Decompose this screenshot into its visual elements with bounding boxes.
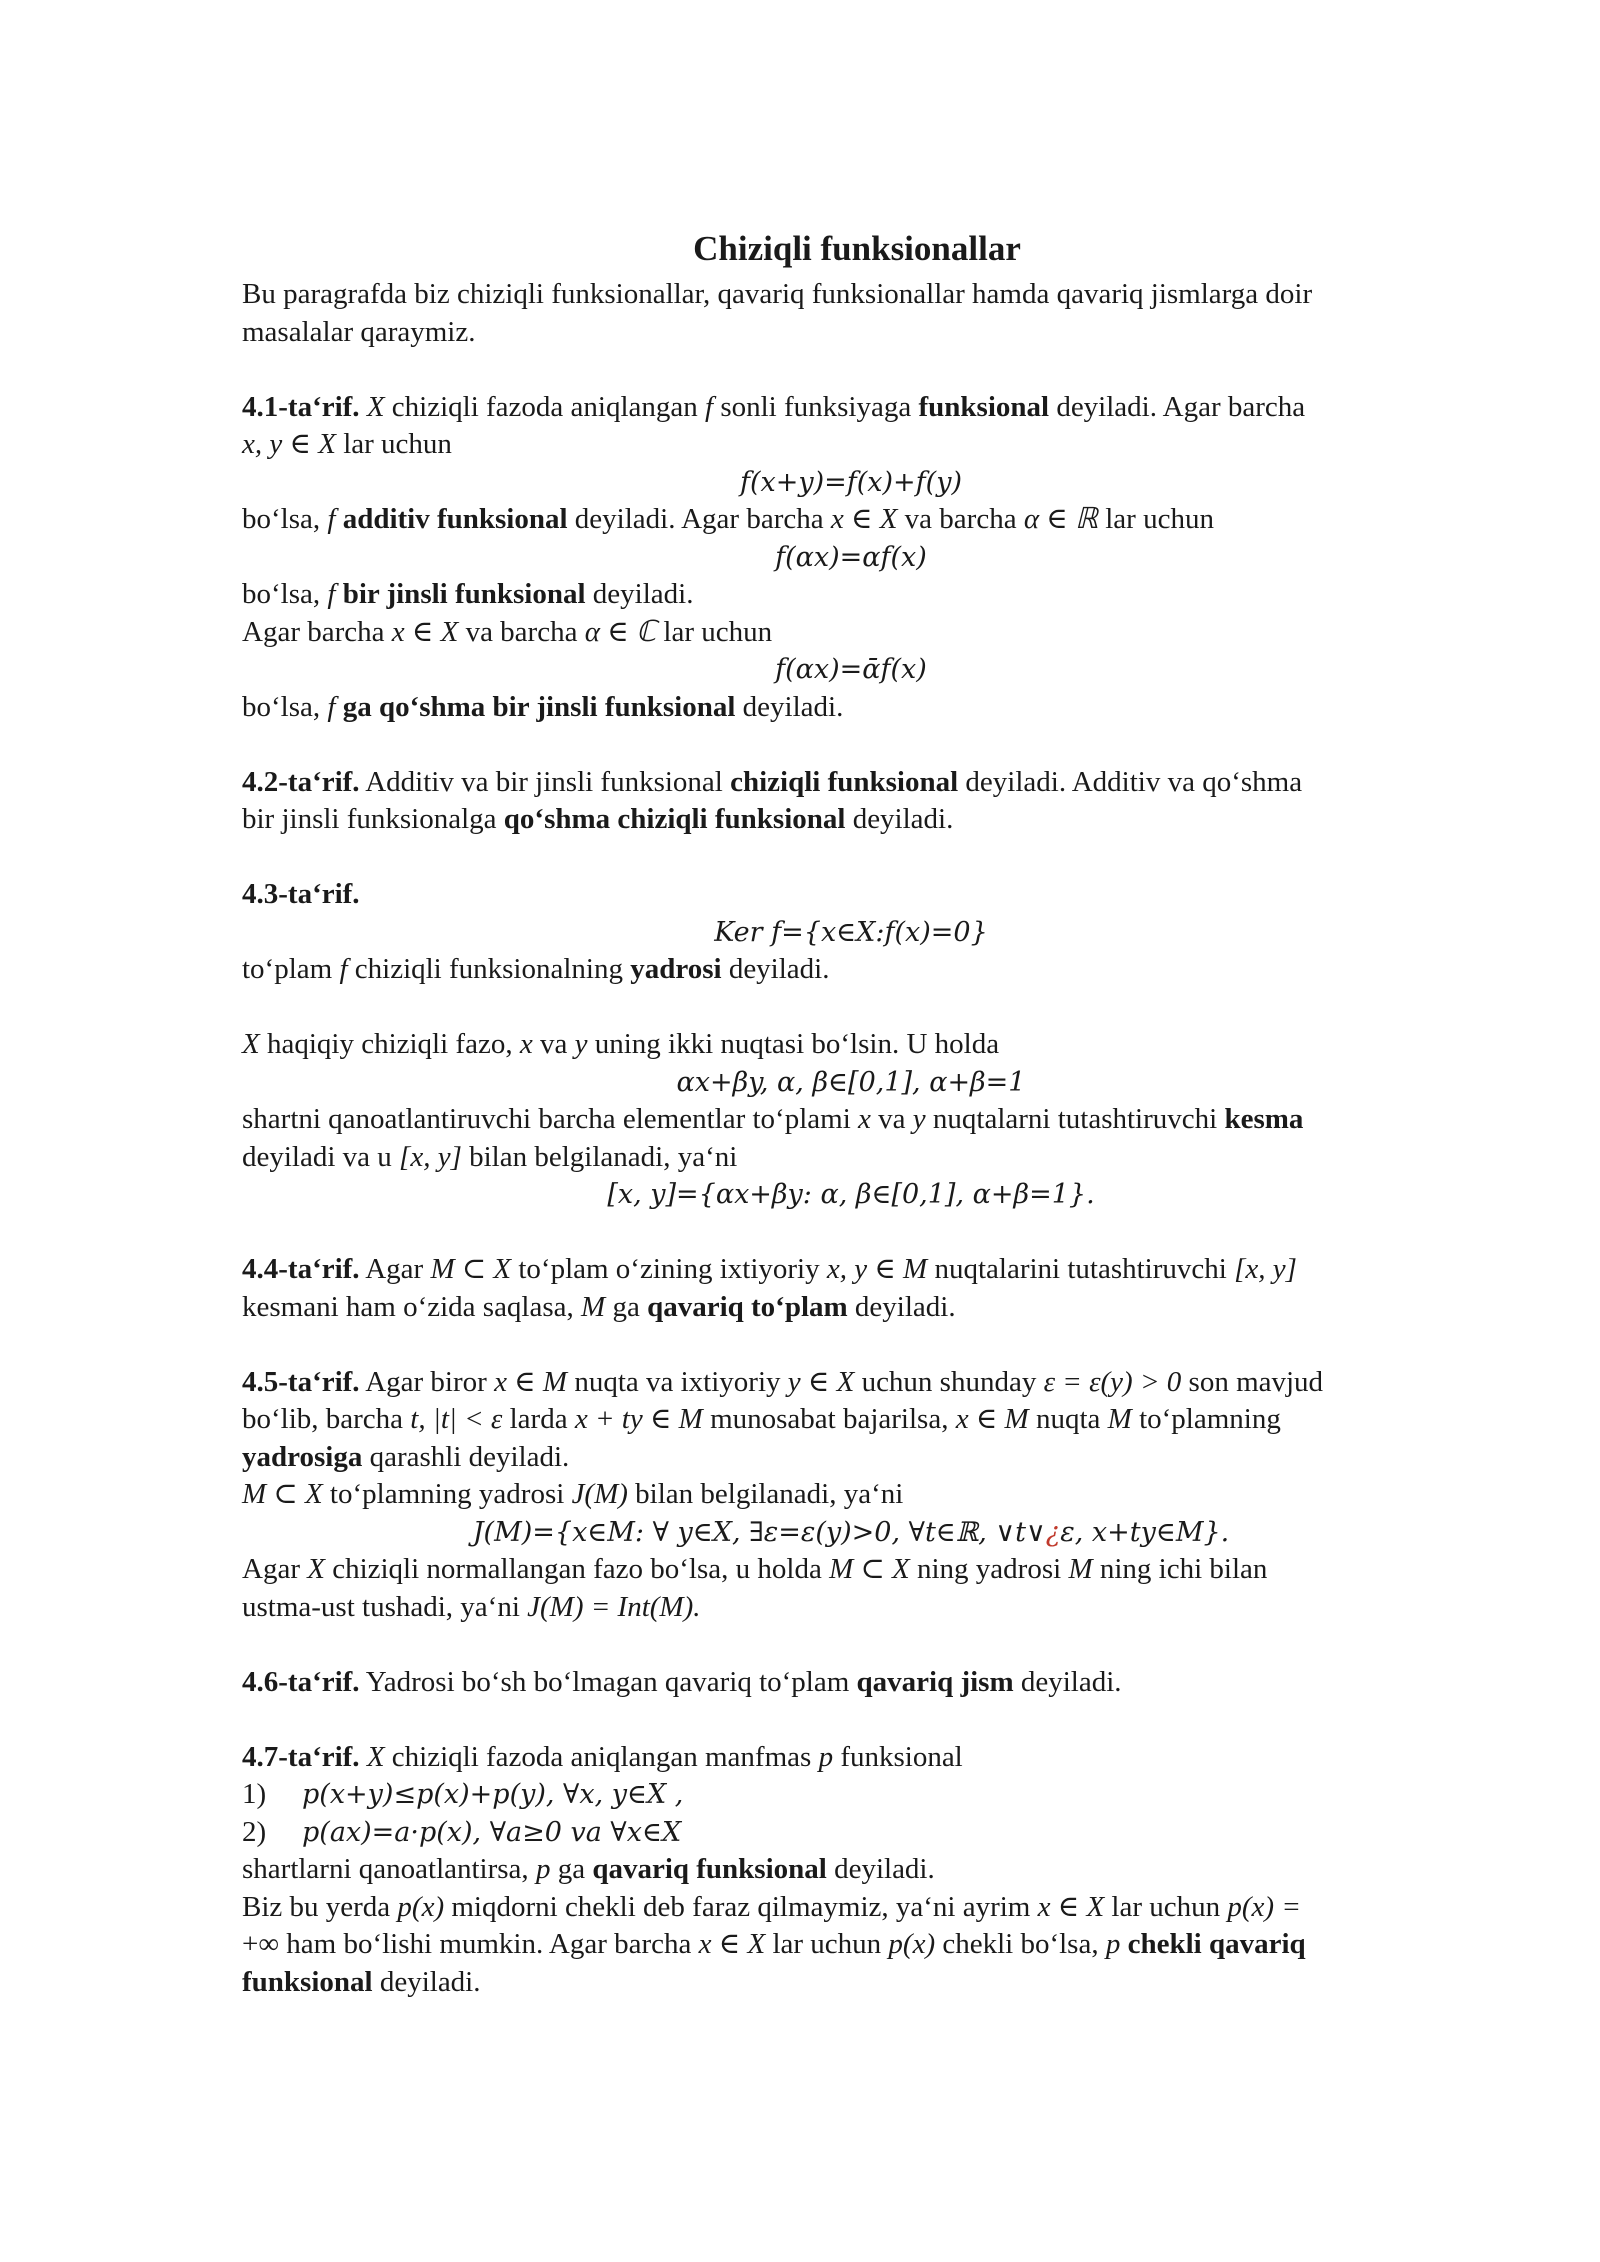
text: son mavjud bbox=[1181, 1365, 1324, 1398]
text: bo‘lsa, bbox=[242, 503, 328, 535]
var: x, y ∈ M bbox=[826, 1253, 928, 1285]
text: deyiladi. bbox=[585, 578, 694, 610]
var: M ⊂ X bbox=[829, 1553, 910, 1585]
text: chiziqli funksionalning bbox=[347, 953, 631, 985]
var: x bbox=[519, 1028, 533, 1060]
definition-4-3 bbox=[242, 876, 1460, 989]
text: nuqtalarni tutashtiruvchi bbox=[925, 1103, 1225, 1135]
term: qavariq jism bbox=[856, 1665, 1014, 1698]
text: kesmani ham o‘zida saqlasa, bbox=[242, 1290, 582, 1323]
intro-line: masalalar qaraymiz. bbox=[242, 315, 476, 348]
text: haqiqiy chiziqli fazo, bbox=[259, 1028, 520, 1060]
text: deyiladi. bbox=[847, 1290, 956, 1323]
text: chiziqli fazoda aniqlangan bbox=[384, 390, 706, 423]
var: X bbox=[366, 1740, 385, 1773]
var: x ∈ M bbox=[494, 1365, 568, 1398]
text: to‘plamning bbox=[1131, 1403, 1281, 1435]
text: va bbox=[870, 1103, 913, 1135]
definition-4-6 bbox=[242, 1664, 1460, 1702]
var: p bbox=[818, 1740, 834, 1773]
text: miqdorni chekli deb faraz qilmaymiz, ya‘ni ayrim bbox=[444, 1890, 1038, 1923]
text: ga bbox=[550, 1853, 593, 1885]
text: shartlarni qanoatlantirsa, bbox=[242, 1853, 536, 1885]
text: chekli bo‘lsa, bbox=[935, 1928, 1106, 1960]
text: Agar biror bbox=[359, 1365, 495, 1398]
var: M bbox=[1107, 1403, 1132, 1435]
text: uchun shunday bbox=[854, 1365, 1044, 1398]
var: p bbox=[535, 1853, 551, 1885]
definition-4-5 bbox=[242, 1364, 1460, 1627]
text: lar uchun bbox=[335, 428, 452, 460]
var: p(x) bbox=[888, 1928, 936, 1960]
text: sonli funksiyaga bbox=[713, 390, 919, 423]
text: Biz bu yerda bbox=[242, 1890, 398, 1923]
term: chiziqli funksional bbox=[730, 765, 959, 798]
text: uning ikki nuqtasi bo‘lsin. U holda bbox=[587, 1028, 1000, 1060]
formula-additive: f(x+y)=f(x)+f(y) bbox=[739, 466, 962, 498]
text: larda bbox=[502, 1403, 575, 1435]
definition-4-1 bbox=[242, 389, 1460, 727]
var: x ∈ M bbox=[955, 1403, 1029, 1435]
var: x, y ∈ X bbox=[242, 428, 336, 460]
definition-4-7 bbox=[242, 1739, 1460, 2002]
var: f bbox=[705, 390, 714, 423]
term: qavariq to‘plam bbox=[647, 1290, 848, 1323]
text: bo‘lsa, bbox=[242, 690, 328, 723]
text: ustma-ust tushadi, ya‘ni bbox=[242, 1590, 528, 1623]
text: bilan belgilanadi, ya‘ni bbox=[627, 1478, 904, 1510]
text: bo‘lsa, bbox=[242, 578, 328, 610]
text: deyiladi. Agar barcha bbox=[1049, 390, 1306, 423]
term: kesma bbox=[1224, 1103, 1304, 1135]
formula-subadditive: p(x+y)≤p(x)+p(y), ∀x, y∈X , bbox=[302, 1779, 684, 1810]
text: to‘plam o‘zining ixtiyoriy bbox=[511, 1253, 827, 1285]
var: p(x) bbox=[397, 1890, 445, 1923]
text: Additiv va bir jinsli funksional bbox=[359, 765, 731, 798]
term: additiv funksional bbox=[342, 503, 568, 535]
definition-label: 4.4-ta‘rif. bbox=[242, 1253, 360, 1285]
var: y ∈ X bbox=[787, 1365, 855, 1398]
text: va barcha bbox=[897, 503, 1024, 535]
formula-homogeneous: f(αx)=αf(x) bbox=[775, 541, 927, 573]
text: deyiladi. Agar barcha bbox=[567, 503, 831, 535]
text: Agar bbox=[242, 1553, 308, 1585]
formula-positive-homogeneous: p(ax)=a·p(x), ∀a≥0 va ∀x∈X bbox=[302, 1816, 682, 1848]
text: deyiladi. bbox=[826, 1853, 935, 1885]
text: deyiladi. bbox=[845, 803, 954, 835]
definition-4-4 bbox=[242, 1251, 1460, 1326]
text: deyiladi. bbox=[372, 1965, 481, 1998]
text: Agar barcha bbox=[242, 615, 392, 648]
var: y bbox=[574, 1028, 588, 1060]
segment-paragraph bbox=[242, 1026, 1460, 1214]
definition-label: 4.3-ta‘rif. bbox=[242, 878, 360, 910]
text: to‘plamning yadrosi bbox=[322, 1478, 572, 1510]
var: X bbox=[242, 1028, 260, 1060]
text: deyiladi. bbox=[735, 690, 844, 723]
text: nuqta va ixtiyoriy bbox=[567, 1365, 788, 1398]
var: t, |t| < ε bbox=[410, 1403, 503, 1435]
var: x ∈ X bbox=[1037, 1890, 1105, 1923]
text bbox=[360, 1741, 367, 1773]
formula-part: J(M)={x∈M: ∀ y∈X, ∃ε=ε(y)>0, ∀t∈ℝ, ∨t∨ bbox=[472, 1516, 1046, 1548]
text: deyiladi. bbox=[721, 953, 830, 985]
term: qo‘shma chiziqli funksional bbox=[503, 803, 846, 835]
text: va bbox=[532, 1028, 575, 1060]
term: bir jinsli funksional bbox=[342, 578, 586, 610]
var: x + ty ∈ M bbox=[574, 1403, 703, 1435]
var: ε = ε(y) > 0 bbox=[1043, 1365, 1182, 1398]
text: shartni qanoatlantiruvchi barcha elementlar to‘plami bbox=[242, 1103, 859, 1135]
var: x bbox=[858, 1103, 871, 1135]
definition-label: 4.6-ta‘rif. bbox=[242, 1665, 360, 1698]
term: yadrosi bbox=[630, 953, 722, 985]
text: deyiladi va u bbox=[242, 1140, 400, 1173]
page-title: Chiziqli funksionallar bbox=[693, 229, 1021, 268]
list-number: 2) bbox=[242, 1815, 267, 1848]
text: chiziqli normallangan fazo bo‘lsa, u holda bbox=[324, 1553, 830, 1585]
definition-label: 4.5-ta‘rif. bbox=[242, 1365, 360, 1398]
text: ga bbox=[605, 1290, 648, 1323]
var: α ∈ ℝ bbox=[1023, 503, 1098, 535]
text: +∞ ham bo‘lishi mumkin. Agar barcha bbox=[242, 1928, 699, 1960]
text: deyiladi. Additiv va qo‘shma bbox=[958, 765, 1303, 798]
text: nuqtalarini tutashtiruvchi bbox=[927, 1253, 1235, 1285]
text: deyiladi. bbox=[1013, 1665, 1122, 1698]
text: munosabat bajarilsa, bbox=[702, 1403, 956, 1435]
var: X bbox=[366, 390, 385, 423]
text: bo‘lib, barcha bbox=[242, 1403, 411, 1435]
term: ga qo‘shma bir jinsli funksional bbox=[342, 690, 736, 723]
definition-label: 4.1-ta‘rif. bbox=[242, 390, 360, 423]
text: lar uchun bbox=[1098, 503, 1214, 535]
var: M ⊂ X bbox=[242, 1478, 323, 1510]
term: yadrosiga bbox=[242, 1440, 363, 1473]
var: x ∈ X bbox=[391, 615, 459, 648]
var: f bbox=[327, 503, 336, 535]
var: x ∈ X bbox=[830, 503, 898, 535]
var: [x, y] bbox=[399, 1140, 462, 1173]
text: lar uchun bbox=[765, 1928, 889, 1960]
definition-label: 4.2-ta‘rif. bbox=[242, 765, 360, 798]
var: p(x) = bbox=[1227, 1890, 1301, 1923]
text: bilan belgilanadi, ya‘ni bbox=[461, 1140, 738, 1173]
var: α ∈ ℂ bbox=[584, 615, 657, 648]
text: to‘plam bbox=[242, 953, 340, 985]
formula-kernel: Ker f={x∈X:f(x)=0} bbox=[714, 916, 988, 948]
formula-core bbox=[473, 1517, 1230, 1548]
var: X bbox=[307, 1553, 325, 1585]
var: f bbox=[327, 578, 336, 610]
intro-line: Bu paragrafda biz chiziqli funksionallar, qavariq funksionallar hamda qavariq jismlarga doir bbox=[242, 278, 1313, 310]
var: p bbox=[1105, 1928, 1121, 1960]
term: chekli qavariq bbox=[1127, 1928, 1306, 1960]
text: ning yadrosi bbox=[909, 1553, 1069, 1585]
term: qavariq funksional bbox=[592, 1853, 827, 1885]
definition-4-2 bbox=[242, 764, 1460, 839]
formula-convex-combination: αx+βy, α, β∈[0,1], α+β=1 bbox=[676, 1066, 1026, 1098]
var: f bbox=[339, 953, 348, 985]
formula-segment: [x, y]={αx+βy: α, β∈[0,1], α+β=1}. bbox=[607, 1179, 1095, 1210]
var: x ∈ X bbox=[698, 1928, 766, 1960]
var: J(M) = Int(M). bbox=[527, 1590, 701, 1623]
var: y bbox=[912, 1103, 926, 1135]
text: lar uchun bbox=[1104, 1890, 1228, 1923]
text: funksional bbox=[833, 1740, 963, 1773]
var: [x, y] bbox=[1234, 1253, 1297, 1285]
var: M bbox=[581, 1290, 606, 1323]
intro-paragraph bbox=[242, 276, 1460, 351]
term: funksional bbox=[242, 1965, 373, 1998]
var: M bbox=[1068, 1553, 1093, 1585]
term: funksional bbox=[918, 390, 1050, 423]
text: chiziqli fazoda aniqlangan manfmas bbox=[384, 1740, 819, 1773]
text: Yadrosi bo‘sh bo‘lmagan qavariq to‘plam bbox=[359, 1665, 857, 1698]
text: bir jinsli funksionalga bbox=[242, 803, 504, 835]
definition-label: 4.7-ta‘rif. bbox=[242, 1740, 360, 1773]
text: qarashli deyiladi. bbox=[362, 1440, 570, 1473]
var: f bbox=[327, 690, 336, 723]
text: lar uchun bbox=[656, 615, 773, 648]
formula-part: ε, x+ty∈M}. bbox=[1060, 1516, 1230, 1548]
text: va barcha bbox=[458, 615, 585, 648]
text: ning ichi bilan bbox=[1092, 1553, 1268, 1585]
var: M ⊂ X bbox=[430, 1253, 512, 1285]
formula-conjugate-homogeneous: f(αx)=ᾱf(x) bbox=[775, 654, 927, 685]
formula-glyph: ¿ bbox=[1045, 1516, 1061, 1548]
var: J(M) bbox=[571, 1478, 628, 1510]
list-number: 1) bbox=[242, 1778, 267, 1810]
text: Agar bbox=[359, 1253, 431, 1285]
text: nuqta bbox=[1028, 1403, 1108, 1435]
